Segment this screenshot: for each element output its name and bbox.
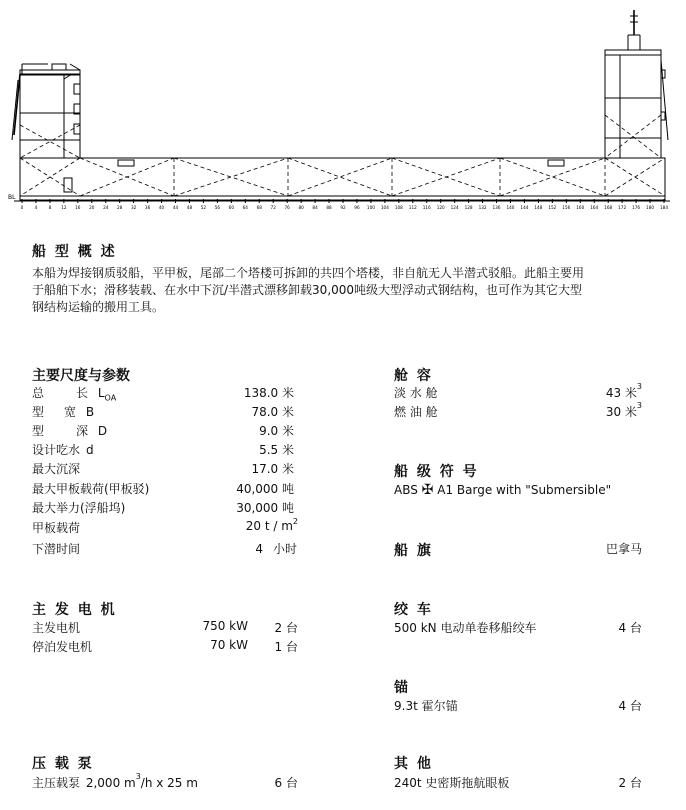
ruler-tick-label: 132 xyxy=(478,205,487,210)
maltese-cross-icon: ✠ xyxy=(421,482,434,498)
ship-profile-drawing xyxy=(0,0,686,215)
ruler-tick-label: 108 xyxy=(394,205,403,210)
ruler-tick-label: 116 xyxy=(422,205,431,210)
class-title: 船 级 符 号 xyxy=(394,464,479,480)
dim-value-max-deck-load: 40,000 吨 xyxy=(236,482,294,496)
right-tower xyxy=(605,55,661,158)
ruler-tick-label: 92 xyxy=(340,205,346,210)
dim-row-dive-time: 下潜时间 xyxy=(32,542,81,556)
winch-row: 500 kN 电动单卷移船绞车 xyxy=(394,621,537,635)
ruler-tick-label: 172 xyxy=(618,205,627,210)
ruler-tick-label: 84 xyxy=(312,205,318,210)
ruler-tick-label: 112 xyxy=(408,205,417,210)
ruler-tick-label: 48 xyxy=(186,205,193,210)
ruler-tick-label: 44 xyxy=(172,205,179,210)
ruler-tick-label: 144 xyxy=(520,205,529,210)
dim-value-draft: 5.5 米 xyxy=(259,443,294,457)
baseline-label: BL xyxy=(8,194,16,201)
dim-value-deck-load: 20 t / $m^2$ xyxy=(245,517,298,533)
ruler-tick-label: 160 xyxy=(576,205,585,210)
dim-row-max-deck-load: 最大甲板载荷(甲板驳) xyxy=(32,482,150,496)
generators-title: 主 发 电 机 xyxy=(32,602,117,618)
ruler-tick-label: 100 xyxy=(366,205,375,210)
ruler-tick-label: 16 xyxy=(75,205,81,210)
ruler-tick-label: 80 xyxy=(298,205,304,210)
tank-value-fresh-water: 43 米$^3$ xyxy=(605,382,642,400)
ruler-tick-label: 176 xyxy=(632,205,641,210)
ruler-tick-label: 64 xyxy=(242,205,248,210)
ruler-tick-label: 180 xyxy=(646,205,655,210)
ruler-tick-label: 32 xyxy=(130,205,137,210)
ruler-tick-label: 124 xyxy=(450,205,459,210)
generator-qty-main: 2 台 xyxy=(274,621,298,635)
ruler-tick-label: 36 xyxy=(144,205,151,210)
other-row: 240t 史密斯拖航眼板 xyxy=(394,776,510,790)
flag-title: 船 旗 xyxy=(394,543,433,559)
dim-row-draft: 设计吃水 d xyxy=(32,443,94,457)
dim-value-dive-time: 4 小时 xyxy=(255,542,297,556)
ruler-tick-label: 68 xyxy=(256,205,262,210)
class-notation: ABS ✠ A1 Barge with "Submersible" xyxy=(394,482,612,498)
ruler-tick-label: 20 xyxy=(89,205,95,210)
tank-row-fresh-water: 淡 水 舱 xyxy=(394,386,438,400)
other-title: 其 他 xyxy=(394,756,433,772)
ruler-tick-label: 40 xyxy=(158,205,165,210)
pump-qty: 6 台 xyxy=(274,776,298,790)
dim-value-max-submersion: 17.0 米 xyxy=(251,462,294,476)
ruler-tick-label: 104 xyxy=(380,205,389,210)
ruler-tick-label: 4 xyxy=(34,205,38,210)
anchor-qty: 4 台 xyxy=(618,699,642,713)
dim-row-deck-load: 甲板载荷 xyxy=(32,521,81,535)
dim-row-max-lift: 最大举力(浮船坞) xyxy=(32,501,126,515)
dim-row-length: 总 长 $L_{OA}$ xyxy=(32,386,117,403)
tank-value-fuel-oil: 30 米$^3$ xyxy=(605,401,642,419)
pump-row: 主压载泵 2,000 $m^3/h$ x 25 m xyxy=(32,772,198,790)
ruler-tick-label: 96 xyxy=(354,205,360,210)
ruler-tick-label: 76 xyxy=(284,205,290,210)
ruler-tick-label: 8 xyxy=(48,205,52,210)
ruler-tick-label: 128 xyxy=(464,205,473,210)
ruler-tick-label: 156 xyxy=(562,205,571,210)
flag-value: 巴拿马 xyxy=(605,542,642,556)
dim-row-breadth: 型 宽 B xyxy=(32,405,95,419)
ruler-tick-label: 28 xyxy=(117,205,123,210)
overview-title: 船 型 概 述 xyxy=(32,244,117,260)
dim-value-depth: 9.0 米 xyxy=(259,424,294,438)
generator-power-main: 750 kW xyxy=(202,619,248,633)
ruler-tick-label: 164 xyxy=(590,205,599,210)
pumps-title: 压 载 泵 xyxy=(32,756,94,772)
ruler-tick-label: 12 xyxy=(61,205,67,210)
winch-title: 绞 车 xyxy=(394,602,433,618)
anchor-title: 锚 xyxy=(394,680,410,696)
ruler-tick-label: 168 xyxy=(604,205,613,210)
dim-value-breadth: 78.0 米 xyxy=(251,405,294,419)
ruler-tick-label: 152 xyxy=(548,205,557,210)
overview-text: 本船为焊接钢质驳船，平甲板，尾部二个塔楼可拆卸的共四个塔楼，非自航无人半潜式驳船。此船主要用 于船舶下水；滑移装载、在水中下沉/半潜式漂移卸载30,000吨级大型浮动式钢结构，也可作为其它大型 钢结构运输的搬用工具。 xyxy=(32,266,585,314)
left-tower xyxy=(20,74,80,158)
tanks-title: 舱 容 xyxy=(394,368,433,384)
dim-row-depth: 型 深 D xyxy=(32,424,108,438)
tank-row-fuel-oil: 燃 油 舱 xyxy=(394,405,438,419)
generator-power-harbour: 70 kW xyxy=(210,638,248,652)
ruler-tick-label: 184 xyxy=(660,205,668,210)
ruler-tick-label: 24 xyxy=(103,205,109,210)
ruler-tick-label: 60 xyxy=(228,205,235,210)
dim-value-max-lift: 30,000 吨 xyxy=(236,501,294,515)
generator-row-main: 主发电机 xyxy=(32,621,81,635)
ruler-tick-label: 120 xyxy=(436,205,445,210)
ruler-tick-label: 148 xyxy=(534,205,543,210)
ruler-tick-label: 0 xyxy=(20,205,24,210)
dim-value-length: 138.0 米 xyxy=(243,386,294,400)
dimensions-title: 主要尺度与参数 xyxy=(32,368,130,384)
ruler-tick-label: 140 xyxy=(506,205,515,210)
winch-qty: 4 台 xyxy=(618,621,642,635)
generator-row-harbour: 停泊发电机 xyxy=(32,640,93,654)
generator-qty-harbour: 1 台 xyxy=(274,640,298,654)
dim-row-max-submersion: 最大沉深 xyxy=(32,462,81,476)
other-qty: 2 台 xyxy=(618,776,642,790)
anchor-row: 9.3t 霍尔锚 xyxy=(394,699,458,713)
ruler-tick-label: 52 xyxy=(200,205,207,210)
ruler-tick-label: 56 xyxy=(214,205,221,210)
ruler-tick-label: 136 xyxy=(492,205,501,210)
ruler-tick-label: 72 xyxy=(270,205,276,210)
hull-outline xyxy=(20,158,665,200)
ruler-tick-label: 88 xyxy=(326,205,332,210)
